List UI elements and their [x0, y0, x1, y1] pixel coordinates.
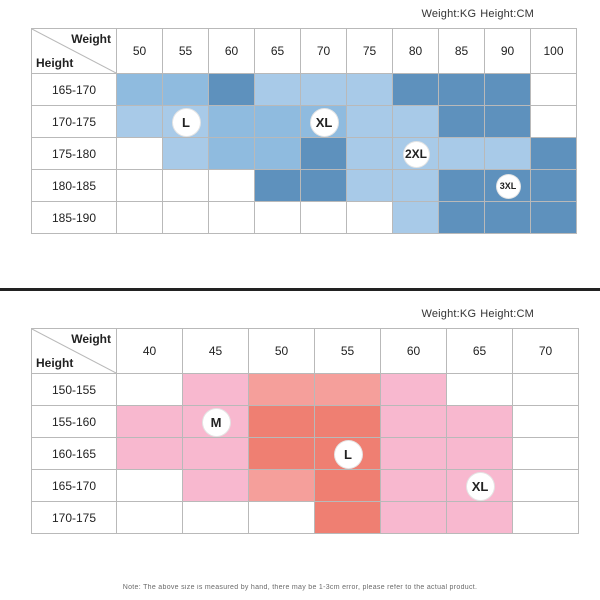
size-cell — [447, 374, 513, 406]
size-badge-2xl: 2XL — [404, 142, 429, 167]
weight-column-header: 60 — [381, 329, 447, 374]
size-cell — [485, 138, 531, 170]
units-height-women: Height:CM — [480, 308, 534, 320]
section-divider — [0, 288, 600, 291]
weight-column-header: 40 — [117, 329, 183, 374]
height-row-header: 160-165 — [32, 438, 117, 470]
size-cell — [393, 74, 439, 106]
size-cell — [315, 502, 381, 534]
weight-axis-label: Weight — [71, 32, 111, 46]
size-cell — [439, 170, 485, 202]
size-cell — [393, 202, 439, 234]
size-cell — [439, 74, 485, 106]
weight-column-header: 55 — [315, 329, 381, 374]
size-cell — [447, 406, 513, 438]
mens-grid-wrap — [31, 28, 600, 234]
size-cell — [163, 170, 209, 202]
table-row — [32, 202, 577, 234]
size-cell — [183, 438, 249, 470]
units-weight-women: Weight:KG — [421, 308, 477, 320]
size-cell — [117, 138, 163, 170]
table-row — [32, 438, 579, 470]
height-row-header: 170-175 — [32, 502, 117, 534]
size-cell — [531, 138, 577, 170]
size-cell — [447, 502, 513, 534]
size-cell — [439, 138, 485, 170]
size-cell — [301, 138, 347, 170]
size-cell — [117, 406, 183, 438]
weight-column-header: 100 — [531, 29, 577, 74]
table-row — [32, 138, 577, 170]
size-cell — [255, 170, 301, 202]
size-cell — [485, 74, 531, 106]
size-cell — [117, 202, 163, 234]
size-cell — [183, 374, 249, 406]
size-cell — [255, 138, 301, 170]
size-cell — [513, 438, 579, 470]
size-cell — [531, 202, 577, 234]
size-cell — [117, 170, 163, 202]
size-cell — [439, 202, 485, 234]
size-cell — [381, 470, 447, 502]
size-cell — [209, 202, 255, 234]
weight-column-header: 50 — [249, 329, 315, 374]
size-cell — [117, 470, 183, 502]
weight-column-header: 65 — [447, 329, 513, 374]
weight-column-header: 50 — [117, 29, 163, 74]
size-cell — [315, 406, 381, 438]
size-cell — [301, 170, 347, 202]
height-row-header: 180-185 — [32, 170, 117, 202]
size-cell — [315, 374, 381, 406]
size-cell — [513, 502, 579, 534]
size-cell — [255, 202, 301, 234]
weight-column-header: 75 — [347, 29, 393, 74]
axis-corner-cell — [32, 29, 117, 74]
size-cell — [209, 170, 255, 202]
size-cell — [381, 374, 447, 406]
size-cell — [381, 406, 447, 438]
size-cell — [249, 502, 315, 534]
womens-size-chart-panel — [0, 300, 600, 600]
size-cell — [531, 170, 577, 202]
weight-column-header: 60 — [209, 29, 255, 74]
weight-axis-label: Weight — [71, 332, 111, 346]
units-weight-men: Weight:KG — [421, 8, 477, 20]
size-cell — [117, 502, 183, 534]
height-axis-label: Height — [36, 356, 74, 370]
size-cell — [347, 74, 393, 106]
height-row-header: 175-180 — [32, 138, 117, 170]
table-row — [32, 74, 577, 106]
height-row-header: 150-155 — [32, 374, 117, 406]
weight-column-header: 70 — [513, 329, 579, 374]
size-cell — [183, 470, 249, 502]
size-cell — [255, 106, 301, 138]
weight-column-header: 80 — [393, 29, 439, 74]
size-cell — [163, 138, 209, 170]
size-cell — [393, 170, 439, 202]
size-cell — [183, 502, 249, 534]
weight-column-header: 65 — [255, 29, 301, 74]
womens-grid-wrap — [31, 328, 600, 534]
size-cell — [447, 438, 513, 470]
size-cell — [393, 106, 439, 138]
size-cell — [439, 106, 485, 138]
size-cell — [531, 74, 577, 106]
height-row-header: 165-170 — [32, 470, 117, 502]
height-row-header: 170-175 — [32, 106, 117, 138]
size-cell — [117, 74, 163, 106]
size-cell — [163, 74, 209, 106]
table-row — [32, 374, 579, 406]
table-row — [32, 106, 577, 138]
size-cell — [347, 202, 393, 234]
table-row — [32, 502, 579, 534]
size-cell — [301, 74, 347, 106]
size-cell — [117, 438, 183, 470]
size-cell — [513, 470, 579, 502]
weight-column-header: 55 — [163, 29, 209, 74]
height-axis-label: Height — [36, 56, 74, 70]
axis-corner-cell — [32, 329, 117, 374]
size-cell — [249, 374, 315, 406]
size-cell — [301, 202, 347, 234]
table-row — [32, 470, 579, 502]
size-badge-3xl: 3XL — [497, 175, 520, 198]
weight-column-header: 45 — [183, 329, 249, 374]
table-row — [32, 170, 577, 202]
units-height-men: Height:CM — [480, 8, 534, 20]
size-cell — [315, 470, 381, 502]
size-cell — [347, 170, 393, 202]
units-label-men — [421, 8, 534, 20]
size-badge-m: M — [203, 409, 230, 436]
size-cell — [513, 374, 579, 406]
size-cell — [117, 106, 163, 138]
size-cell — [513, 406, 579, 438]
height-row-header: 155-160 — [32, 406, 117, 438]
size-cell — [117, 374, 183, 406]
size-cell — [209, 106, 255, 138]
size-cell — [381, 438, 447, 470]
size-badge-l: L — [173, 109, 200, 136]
size-cell — [249, 406, 315, 438]
size-cell — [209, 138, 255, 170]
size-badge-l: L — [335, 441, 362, 468]
size-cell — [381, 502, 447, 534]
size-cell — [209, 74, 255, 106]
size-cell — [485, 106, 531, 138]
height-row-header: 185-190 — [32, 202, 117, 234]
size-cell — [163, 202, 209, 234]
table-row — [32, 406, 579, 438]
footnote-text: Note: The above size is measured by hand, there may be 1-3cm error, please refer to the actual product. — [122, 584, 478, 591]
size-cell — [255, 74, 301, 106]
womens-size-table — [31, 328, 579, 534]
size-cell — [485, 202, 531, 234]
size-badge-xl: XL — [467, 473, 494, 500]
units-label-women — [421, 308, 534, 320]
weight-column-header: 85 — [439, 29, 485, 74]
size-cell — [347, 138, 393, 170]
height-row-header: 165-170 — [32, 74, 117, 106]
size-cell — [249, 470, 315, 502]
mens-size-table — [31, 28, 577, 234]
size-badge-xl: XL — [311, 109, 338, 136]
weight-column-header: 90 — [485, 29, 531, 74]
size-cell — [249, 438, 315, 470]
size-cell — [347, 106, 393, 138]
weight-column-header: 70 — [301, 29, 347, 74]
size-cell — [531, 106, 577, 138]
